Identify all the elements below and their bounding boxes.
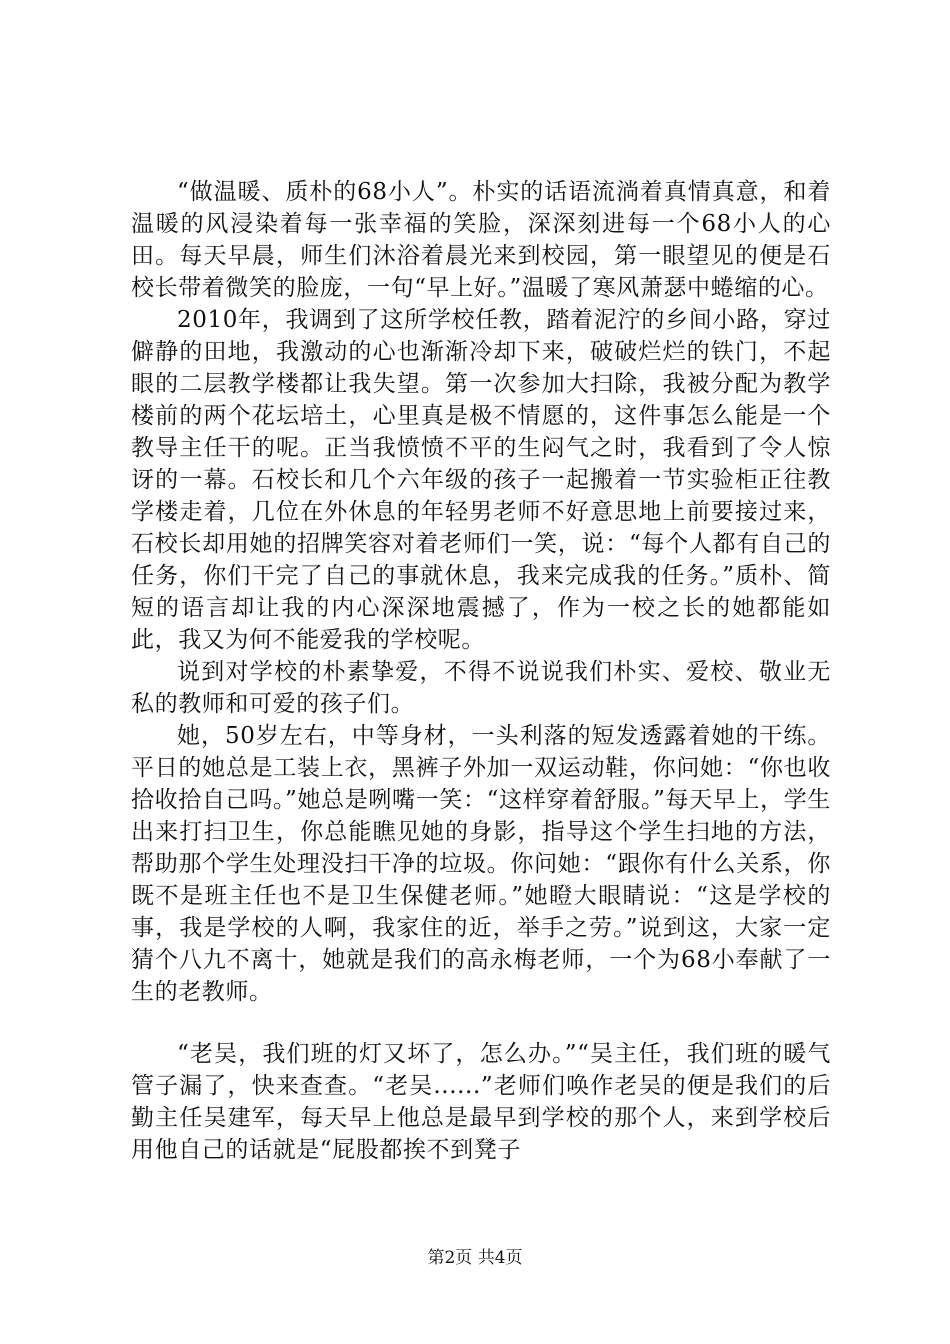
paragraph: “做温暖、质朴的68小人”。朴实的话语流淌着真情真意，和着温暖的风浸染着每一张幸福的笑脸，深深刻进每一个68小人的心田。每天早晨，师生们沐浴着晨光来到校园，第一眼望见的便是石校长带着微笑的脸庞，一句“早上好。”温暖了寒风萧瑟中蜷缩的心。 <box>131 179 831 301</box>
paragraph: “老吴，我们班的灯又坏了，怎么办。”“吴主任，我们班的暖气管子漏了，快来查查。“老吴......”老师们唤作老吴的便是我们的后勤主任吴建军，每天早上他总是最早到学校的那个人，来到学校后用他自己的话就是“屁股都挨不到凳子 <box>131 1041 831 1163</box>
document-body <box>131 176 831 1166</box>
paragraph: 她，50岁左右，中等身材，一头利落的短发透露着她的干练。平日的她总是工装上衣，黑裤子外加一双运动鞋，你问她：“你也收拾收拾自己吗。”她总是咧嘴一笑：“这样穿着舒服。”每天早上，学生出来打扫卫生，你总能瞧见她的身影，指导这个学生扫地的方法，帮助那个学生处理没扫干净的垃圾。你问她：“跟你有什么关系，你既不是班主任也不是卫生保健老师。”她瞪大眼睛说：“这是学校的事，我是学校的人啊，我家住的近，举手之劳。”说到这，大家一定猜个八九不离十，她就是我们的高永梅老师，一个为68小奉献了一生的老教师。 <box>131 723 831 1005</box>
page-number-footer: 第2页 共4页 <box>427 1248 523 1268</box>
paragraph: 说到对学校的朴素挚爱，不得不说说我们朴实、爱校、敬业无私的教师和可爱的孩子们。 <box>131 659 831 717</box>
paragraph: 2010年，我调到了这所学校任教，踏着泥泞的乡间小路，穿过僻静的田地，我激动的心也渐渐冷却下来，破破烂烂的铁门，不起眼的二层教学楼都让我失望。第一次参加大扫除，我被分配为教学楼前的两个花坛培土，心里真是极不情愿的，这件事怎么能是一个教导主任干的呢。正当我愤愤不平的生闷气之时，我看到了令人惊讶的一幕。石校长和几个六年级的孩子一起搬着一节实验柜正往教学楼走着，几位在外休息的年轻男老师不好意思地上前要接过来，石校长却用她的招牌笑容对着老师们一笑，说：“每个人都有自己的任务，你们干完了自己的事就休息，我来完成我的任务。”质朴、简短的语言却让我的内心深深地震撼了，作为一校之长的她都能如此，我又为何不能爱我的学校呢。 <box>131 307 831 653</box>
paragraph-spacer <box>131 1008 831 1038</box>
